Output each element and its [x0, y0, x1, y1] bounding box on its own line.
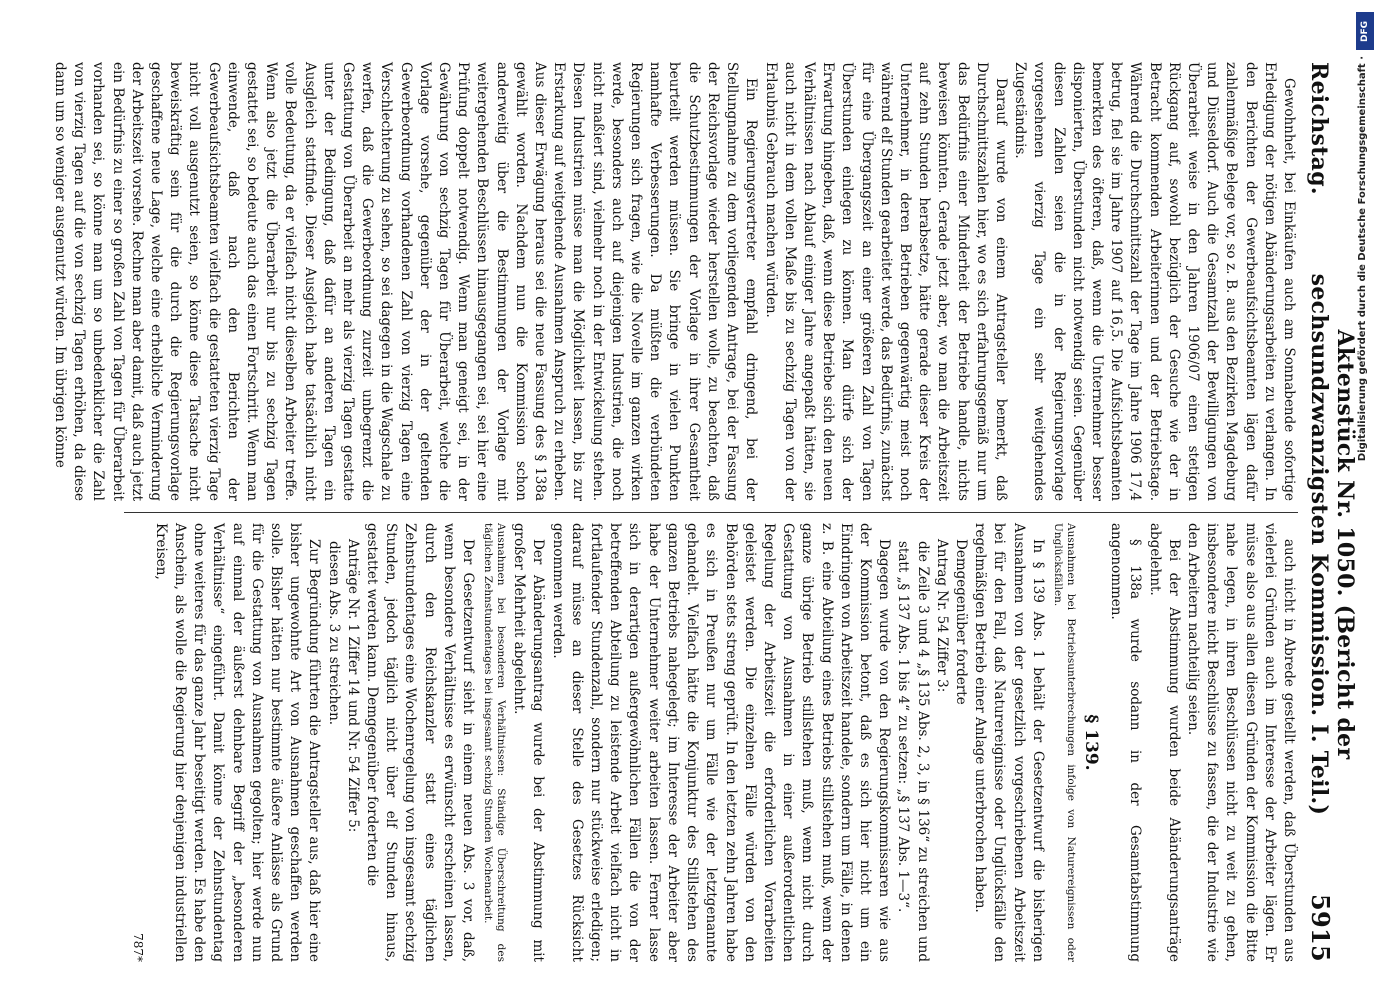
paragraph: Demgegenüber forderte [952, 539, 969, 705]
paragraph: Antrag Nr. 54 Ziffer 3: [933, 539, 950, 693]
right-column [120, 523, 1298, 962]
paragraph: Der Abänderungsantrag wurde bei der Abstimmung mit großer Mehrheit abgelehnt. [511, 523, 547, 962]
dfg-logo-icon: DFG [1356, 12, 1374, 50]
paragraph: Anträge Nr. 1 Ziffer 14 und Nr. 54 Ziffer 5: [344, 539, 361, 833]
page-content [52, 42, 1360, 982]
funding-notice: Digitalisierung gefördert durch die Deutsche Forschungsgemeinschaft · [1357, 56, 1368, 462]
paragraph-indented: die Zeile 3 und 4 „§ 135 Abs. 2, 3, in § 136“ zu streichen und statt „§ 137 Abs. 1 bis 4“ zu setzen: „§ 137 Abs. 1—3“. [895, 541, 931, 962]
section-heading: § 139. [1080, 714, 1101, 771]
paragraph: Der Gesetzentwurf sieht in einem neuen Abs. 3 vor, daß, wenn besondere Verhältnisse es erwünscht erscheinen lassen, durch den Reichskanzler statt eines täglichen Zehnstundentages eine Wochenregelung von insgesamt sechzig Stunden, jedoch täglich nicht über elf Stunden hinaus, gestattet werden kann. Demgegenüber forderten die [364, 523, 477, 962]
funding-sidebar [1355, 8, 1377, 988]
section-note: Ausnahmen bei besonderen Verhältnissen: Ständige Überschreitung des täglichen Zehnstundentages bei insgesamt sechzig Stunden Wochenarbeit. [482, 523, 508, 962]
paragraph: Zur Begründung führten die Antragsteller aus, daß hier eine bisher ungewohnte Art von Ausnahmen geschaffen werden solle. Bisher hätten nur bestimmte äußere Anlässe als Grund für die Gestattung von Ausnahmen gegolten; hier werde nun auf einmal der äußerst dehnbare Begriff der „besonderen Verhältnisse“ eingeführt. Damit könne der Zehnstundentag ohne weiteres für das ganze Jahr beseitigt werden. Es habe den Anschein, als wolle die Regierung hier denjenigen industriellen Kreisen, [152, 523, 323, 962]
paragraph: Gewohnheit, bei Einkäufen auch am Sonnabende sofortige Erledigung der nötigen Abänderungsarbeiten zu verlangen. In den Berichten der Gewerbeaufsichtsbeamten lägen dafür zahlenmäßige Belege vor, so z. B. aus den Bezirken Magdeburg und Düsseldorf. Auch die Gesamtzahl der Bewilligungen von Überarbeit weise in den Jahren 1906/07 einen stetigen Rückgang auf, sowohl bezüglich der Gesuche wie der in Betracht kommenden Arbeiterinnen und der Betriebstage. Während die Durchschnittszahl der Tage im Jahre 1906 17,4 betrug, fiel sie im Jahre 1907 auf 16,5. Die Aufsichtsbeamten bemerkten des öfteren, daß, wenn die Unternehmer besser disponierten, Überstunden nicht notwendig seien. Gegenüber diesen Zahlen seien die in der Regierungsvorlage vorgesehenen vierzig Tage ein sehr weitgehendes Zugeständnis. [1012, 62, 1297, 501]
page-number: 5915 [1306, 894, 1335, 962]
paragraph-indented: diesen Abs. 3 zu streichen. [325, 541, 342, 726]
header-left: Reichstag. [1306, 62, 1332, 195]
paragraph: Ein Regierungsvertreter empfahl dringend, bei der Stellungnahme zu dem vorliegenden Antrage, bei der Fassung der Reichsvorlage wieder herstellen wolle, zu beachten, daß die Schutzbestimmungen der Vorlage in ihrer Gesamtheit beurteilt werden müssen. Sie bringe in vielen Punkten namhafte Verbesserungen. Da müßten die verbündeten Regierungen sich fragen, wie die Novelle im ganzen wirken werde, besonders auch auf diejenigen Industrien, die noch nicht maßiert sind, vielmehr noch in der Entwickelung stehen. Diesen Industrien müsse man die Möglichkeit lassen, bis zur Erstarkung auf weitgehende Ausnahmen Anspruch zu erheben. Aus dieser Erwägung heraus sei die neue Fassung des § 138a gewählt worden. Nachdem nun die Kommission schon anderweitig über die Bestimmungen der Vorlage mit weitergehenden Beschlüssen hinausgegangen sei, sei hier eine Prüfung doppelt notwendig. Wenn man geneigt sei, in der Gewährung von sechzig Tagen für Überarbeit, welche die Vorlage vorsehe, gegenüber der in der geltenden Gewerbeordnung vorhandenen Zahl von vierzig Tagen eine Verschlechterung zu sehen, so sei dagegen in die Wagschale zu werfen, daß die Gewerbeordnung zurzeit unbegrenzt die Gestattung von Überarbeit an mehr als vierzig Tagen gestatte unter der Bedingung, daß dafür an anderen Tagen ein Ausgleich stattfinde. Dieser Ausgleich habe tatsächlich nicht volle Bedeutung, da er vielfach nicht dieselben Arbeiter treffe. Wenn also jetzt die Überarbeit nur bis zu sechzig Tagen gestattet sei, so bedeute auch das einen Fortschritt. Wenn man einwende, daß nach den Berichten der Gewerbeaufsichtsbeamten vielfach die gestatteten vierzig Tage nicht voll ausgenutzt seien, so könne diese Tatsache nicht beweiskräftig sein für die durch die Regierungsvorlage geschaffene neue Lage, welche eine erhebliche Verminderung der Arbeitszeit vorsehe. Rechne man aber damit, daß auch jetzt ein Bedürfnis zu einer so großen Zahl von Tagen für Überarbeit vorhanden sei, so könne man um so unbedenklicher die Zahl von vierzig Tagen auf die von sechzig Tagen erhöhen, da diese dann um so weniger ausgenutzt würden. Im übrigen könne [52, 62, 760, 501]
section-note: Ausnahmen bei Betriebsunterbrechungen infolge von Naturereignissen oder Unglücksfällen. [1051, 523, 1077, 962]
paragraph: § 138a wurde sodann in der Gesamtabstimmung angenommen. [1108, 523, 1144, 962]
paragraph: In § 139 Abs. 1 behält der Gesetzentwurf die bisherigen Ausnahmen von der gesetzlich vorgeschriebenen Arbeitszeit bei für den Fall, daß Naturereignisse oder Unglücksfälle den regelmäßigen Betrieb einer Anlage unterbrochen haben. [972, 523, 1046, 962]
left-column [52, 62, 1298, 501]
rotated-page-area [52, 42, 1360, 982]
paragraph: Darauf wurde von einem Antragsteller bemerkt, daß Durchschnittszahlen hier, wo es sich erfahrungsgemäß nur um das Bedürfnis einer Minderheit der Betriebe handle, nichts beweisen könnten. Gerade jetzt aber, wo man die Arbeitszeit auf zehn Stunden herabsetze, hätte gerade dieser Kreis der Unternehmer, in deren Betrieben gegenwärtig meist noch während elf Stunden gearbeitet werde, das Bedürfnis, zunächst für eine Übergangszeit an einer größeren Zahl von Tagen Überstunden einlegen zu können. Man dürfe sich der Erwartung hingeben, daß, wenn diese Betriebe sich den neuen Verhältnissen nach Ablauf einiger Jahre angepaßt hätten, sie auch nicht in dem vollen Maße bis zu sechzig Tagen von der Erlaubnis Gebrauch machen würden. [762, 62, 1009, 501]
paragraph: Bei der Abstimmung wurden beide Abänderungsanträge abgelehnt. [1146, 523, 1182, 962]
paragraph: Dagegen wurde von den Regierungskommissaren wie aus der Kommission betont, daß es sich hier nicht um ein Eindringen von Arbeitszeit handele, sondern um Fälle, in denen z. B. eine Abteilung eines Betriebs stillstehen muß, wenn der ganze übrige Betrieb stillstehen muß, wenn nicht durch Gestattung von Ausnahmen in einer außerordentlichen Regelung der Arbeitszeit die erforderlichen Vorarbeiten geleistet werden. Die einzelnen Fälle würden von den Behörden stets streng geprüft. In den letzten zehn Jahren habe es sich in Preußen nur um Fälle wie der letztgenannte gehandelt. Vielfach hätte die Konjunktur des Stillstehen des ganzen Betriebs nahegelegt; im Interesse der Arbeiter aber habe der Unternehmer weiter arbeiten lassen. Ferner lasse sich in derartigen außergewöhnlichen Fällen die von der betreffenden Abteilung zu leistende Arbeit vielfach nicht in fortlaufender Stundenzahl, sondern nur stückweise erledigen; darauf müsse an dieser Stelle des Gesetzes Rücksicht genommen werden. [549, 523, 893, 962]
text-columns [52, 62, 1298, 962]
header-title: Aktenstück Nr. 1050. (Bericht der sechsundzwanzigsten Kommission. I. Teil.) [1306, 273, 1358, 816]
page-header [1306, 62, 1358, 962]
signature-mark: 787* [130, 933, 145, 962]
paragraph: auch nicht in Abrede gestellt werden, daß Überstunden aus vielerlei Gründen auch im Interesse der Arbeiter lägen. Er müsse also aus allen diesen Gründen der Kommission die Bitte nahe legen, in ihren Beschlüssen nicht zu weit zu gehen, insbesondere nicht Beschlüsse zu fassen, die der Industrie wie den Arbeitern nachteilig seien. [1184, 523, 1297, 962]
